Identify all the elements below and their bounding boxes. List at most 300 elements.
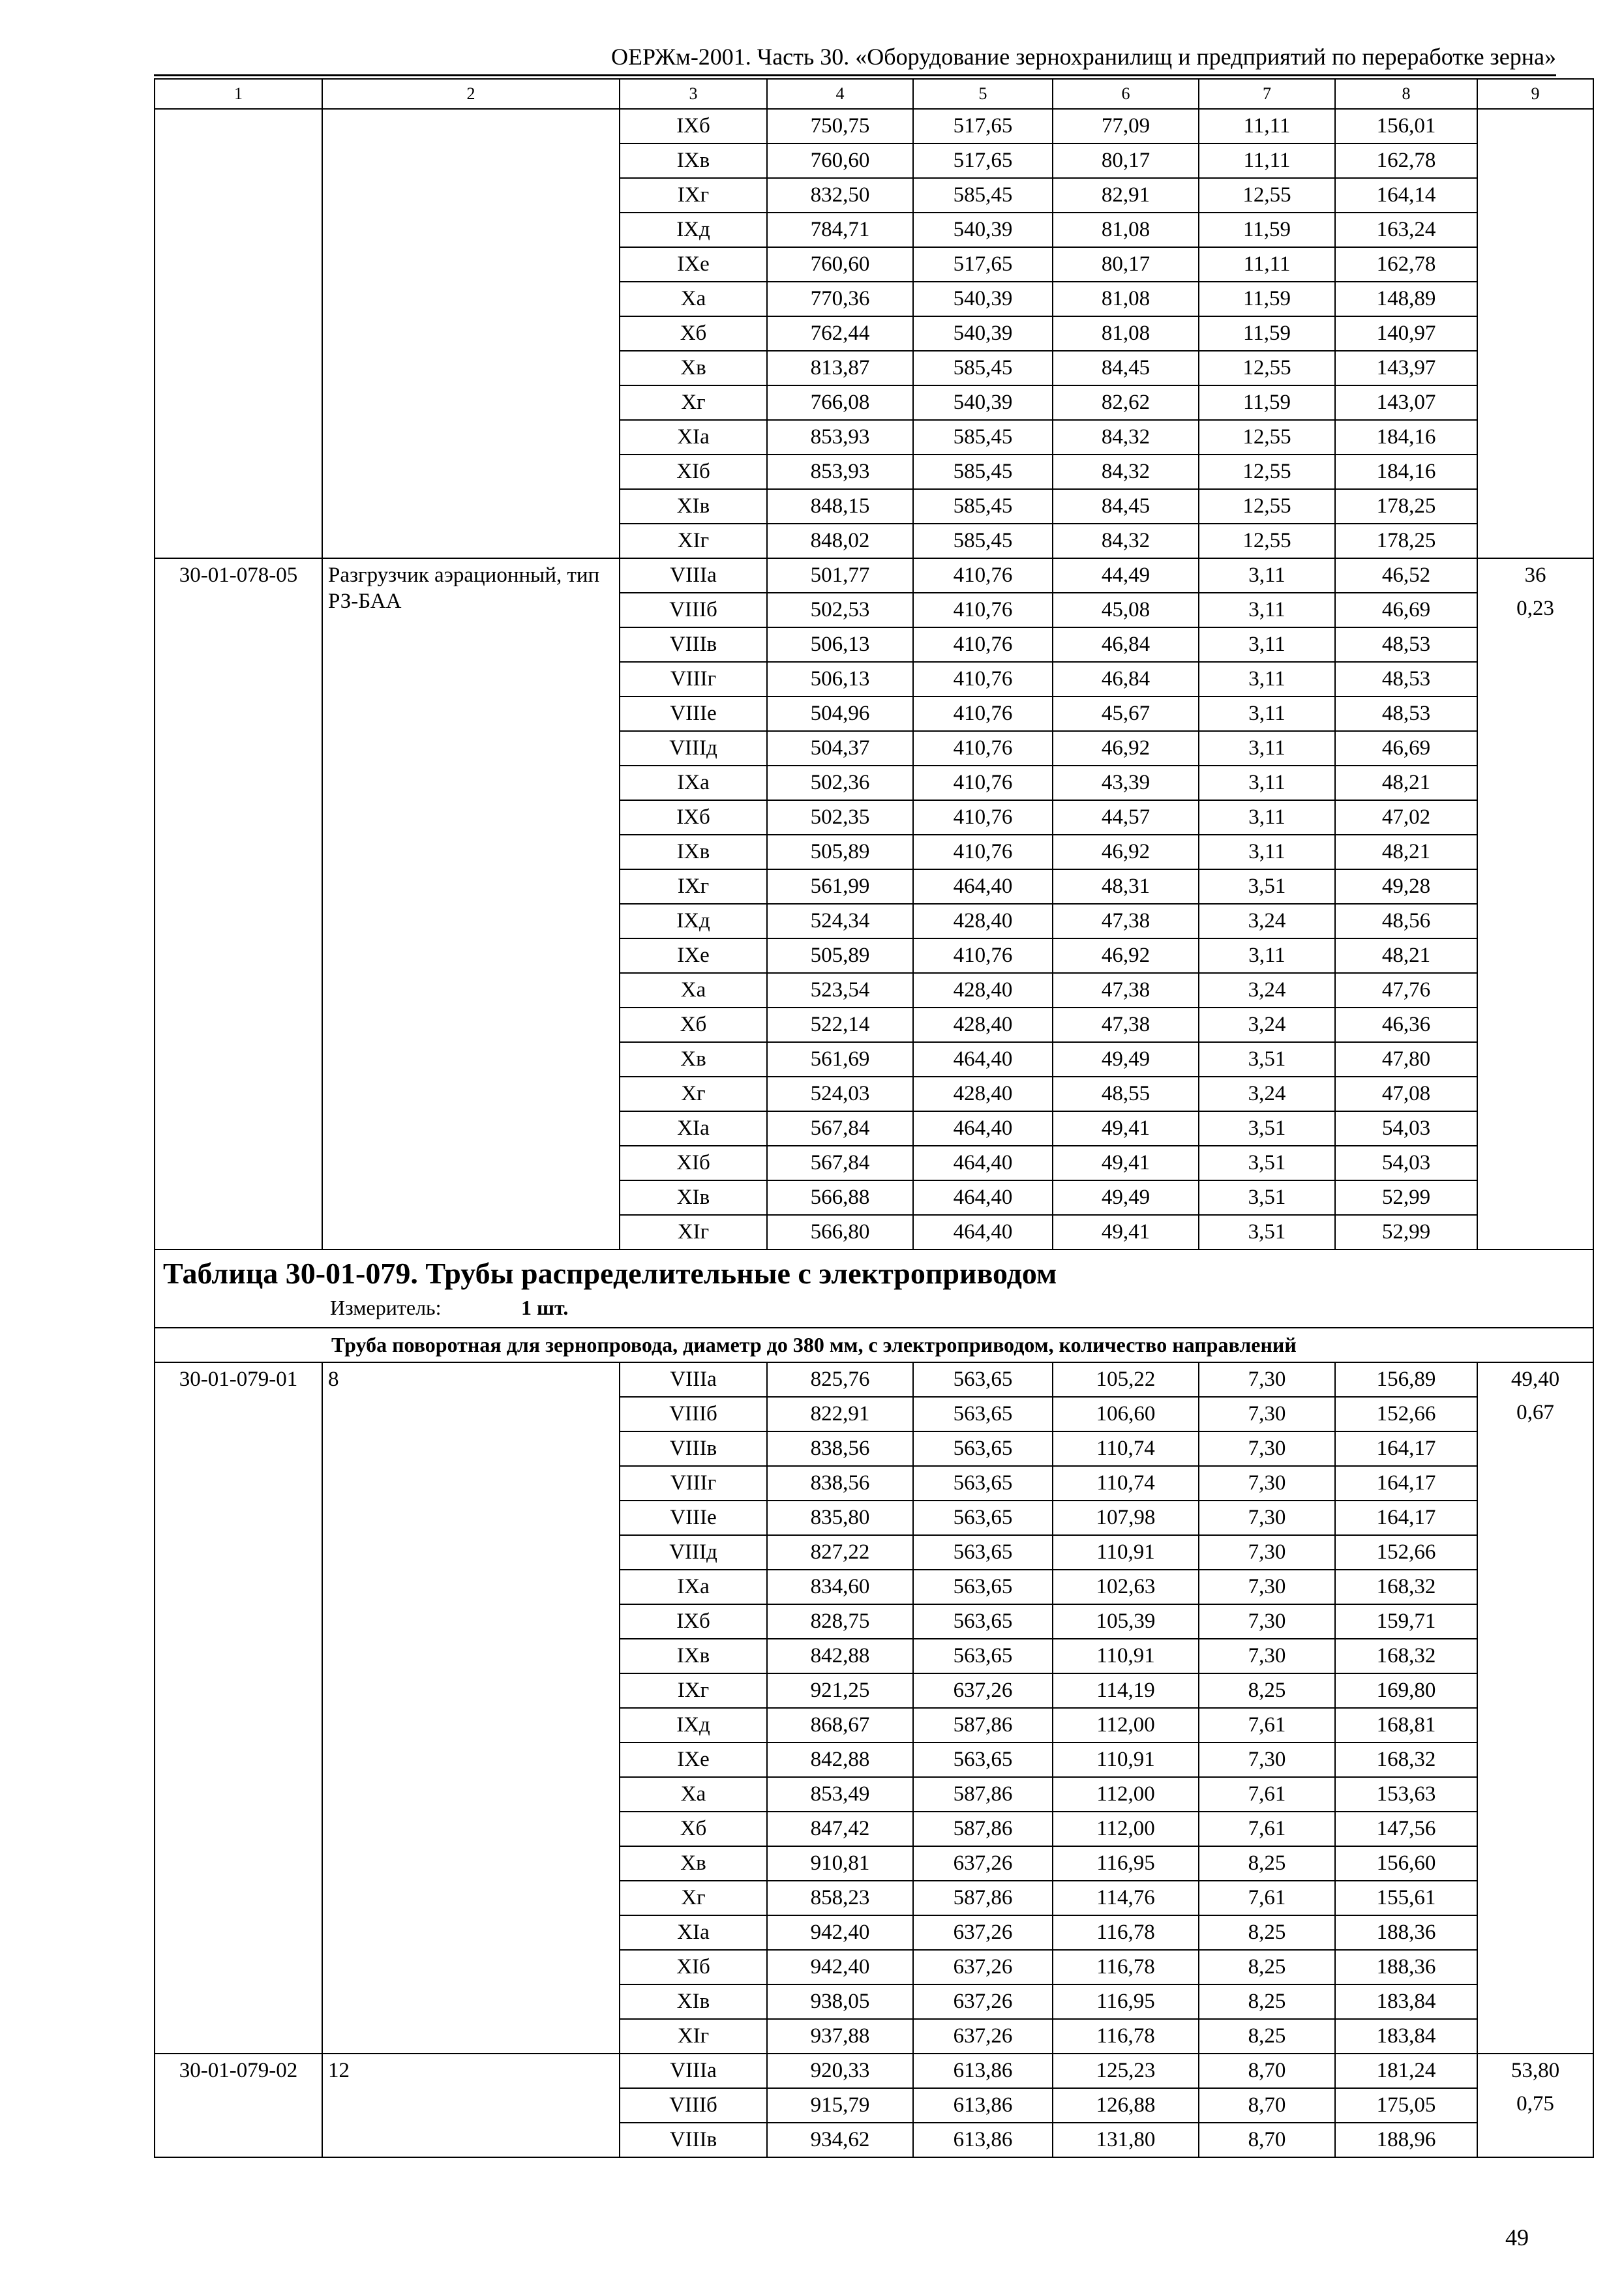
rate-value: 155,61 — [1335, 1881, 1477, 1915]
rate-value: 81,08 — [1053, 213, 1199, 247]
rate-region: XIг — [620, 2019, 767, 2054]
rate-value: 3,11 — [1199, 593, 1335, 627]
rate-value: 464,40 — [913, 1215, 1053, 1249]
rate-value: 832,50 — [767, 178, 913, 213]
rate-value: 48,53 — [1335, 662, 1477, 696]
rate-value: 147,56 — [1335, 1812, 1477, 1846]
rate-value: 410,76 — [913, 558, 1053, 593]
rate-value: 152,66 — [1335, 1397, 1477, 1431]
rate-region: Xб — [620, 1008, 767, 1042]
rate-region: Xв — [620, 351, 767, 385]
rate-value: 49,28 — [1335, 869, 1477, 904]
rate-value: 501,77 — [767, 558, 913, 593]
rate-value: 464,40 — [913, 1180, 1053, 1215]
rate-value: 835,80 — [767, 1501, 913, 1535]
rate-region: XIа — [620, 1915, 767, 1950]
rate-value: 637,26 — [913, 1673, 1053, 1708]
rate-value: 156,60 — [1335, 1846, 1477, 1881]
rate-value: 637,26 — [913, 1846, 1053, 1881]
rate-value: 942,40 — [767, 1950, 913, 1984]
rate-value: 47,38 — [1053, 973, 1199, 1008]
rate-value: 188,36 — [1335, 1950, 1477, 1984]
item-code: 30-01-079-02 — [155, 2054, 322, 2157]
rate-value: 7,30 — [1199, 1431, 1335, 1466]
rate-value: 517,65 — [913, 247, 1053, 282]
rate-value: 410,76 — [913, 731, 1053, 766]
rate-value: 48,31 — [1053, 869, 1199, 904]
rate-value: 766,08 — [767, 385, 913, 420]
rate-value: 156,89 — [1335, 1362, 1477, 1397]
rate-region: XIб — [620, 1146, 767, 1180]
rate-value: 163,24 — [1335, 213, 1477, 247]
rate-value: 561,99 — [767, 869, 913, 904]
rate-value: 184,16 — [1335, 455, 1477, 489]
rate-value: 410,76 — [913, 938, 1053, 973]
rate-value: 8,25 — [1199, 1950, 1335, 1984]
rate-value: 46,52 — [1335, 558, 1477, 593]
rate-value: 84,32 — [1053, 524, 1199, 558]
rate-value: 410,76 — [913, 662, 1053, 696]
rate-value: 540,39 — [913, 385, 1053, 420]
rate-value: 750,75 — [767, 109, 913, 143]
rate-region: IXе — [620, 1743, 767, 1777]
rate-value: 3,51 — [1199, 1215, 1335, 1249]
rate-region: IXд — [620, 213, 767, 247]
rate-value: 110,74 — [1053, 1431, 1199, 1466]
rate-value: 168,32 — [1335, 1639, 1477, 1673]
rate-value: 131,80 — [1053, 2123, 1199, 2157]
table-title: Таблица 30-01-079. Трубы распределительные с электроприводом — [163, 1257, 1057, 1290]
rate-value: 827,22 — [767, 1535, 913, 1570]
column-number: 1 — [155, 79, 322, 109]
rate-value: 524,34 — [767, 904, 913, 938]
rate-value: 143,07 — [1335, 385, 1477, 420]
rate-value: 81,08 — [1053, 316, 1199, 351]
page-number: 49 — [1505, 2224, 1529, 2251]
rate-region: IXе — [620, 247, 767, 282]
rates-table — [154, 78, 1594, 2158]
rate-value: 7,30 — [1199, 1466, 1335, 1501]
rate-value: 52,99 — [1335, 1215, 1477, 1249]
rate-value: 813,87 — [767, 351, 913, 385]
rate-value: 47,08 — [1335, 1077, 1477, 1111]
rate-value: 49,41 — [1053, 1111, 1199, 1146]
rate-value: 49,49 — [1053, 1042, 1199, 1077]
rate-value: 84,45 — [1053, 351, 1199, 385]
rate-value: 162,78 — [1335, 143, 1477, 178]
column-number: 2 — [322, 79, 620, 109]
rate-value: 44,57 — [1053, 800, 1199, 835]
rate-value: 7,30 — [1199, 1535, 1335, 1570]
rate-value: 114,76 — [1053, 1881, 1199, 1915]
rate-value: 48,21 — [1335, 766, 1477, 800]
rate-value: 168,32 — [1335, 1743, 1477, 1777]
col9-value: 36 — [1524, 563, 1546, 587]
rate-value: 428,40 — [913, 973, 1053, 1008]
rate-region: IXг — [620, 178, 767, 213]
rate-value: 7,30 — [1199, 1743, 1335, 1777]
rate-region: IXа — [620, 1570, 767, 1604]
rate-value: 164,17 — [1335, 1501, 1477, 1535]
rate-value: 540,39 — [913, 316, 1053, 351]
rate-value: 561,69 — [767, 1042, 913, 1077]
rate-value: 410,76 — [913, 800, 1053, 835]
rate-value: 410,76 — [913, 696, 1053, 731]
rate-value: 49,49 — [1053, 1180, 1199, 1215]
rate-value: 3,11 — [1199, 662, 1335, 696]
rate-value: 48,21 — [1335, 938, 1477, 973]
column-number-row — [155, 79, 1593, 109]
rate-value: 502,53 — [767, 593, 913, 627]
rate-value: 3,11 — [1199, 800, 1335, 835]
rate-value: 164,17 — [1335, 1466, 1477, 1501]
rate-value: 12,55 — [1199, 489, 1335, 524]
item-name: 12 — [322, 2054, 620, 2157]
rate-value: 54,03 — [1335, 1111, 1477, 1146]
measure-value: 1 шт. — [521, 1296, 569, 1319]
rate-region: IXб — [620, 109, 767, 143]
rate-value: 563,65 — [913, 1397, 1053, 1431]
item-code: 30-01-079-01 — [155, 1362, 322, 2054]
rate-value: 110,91 — [1053, 1639, 1199, 1673]
rate-value: 184,16 — [1335, 420, 1477, 455]
rate-value: 168,32 — [1335, 1570, 1477, 1604]
rate-value: 12,55 — [1199, 178, 1335, 213]
rate-value: 81,08 — [1053, 282, 1199, 316]
rate-value: 7,61 — [1199, 1812, 1335, 1846]
rate-region: VIIIе — [620, 696, 767, 731]
rate-value: 585,45 — [913, 178, 1053, 213]
header-title: ОЕРЖм-2001. Часть 30. «Оборудование зернохранилищ и предприятий по переработке зерна» — [611, 44, 1556, 70]
rate-value: 921,25 — [767, 1673, 913, 1708]
column-number: 7 — [1199, 79, 1335, 109]
rate-value: 410,76 — [913, 593, 1053, 627]
rate-value: 48,53 — [1335, 627, 1477, 662]
column-number: 8 — [1335, 79, 1477, 109]
rate-value: 563,65 — [913, 1431, 1053, 1466]
rate-value: 563,65 — [913, 1604, 1053, 1639]
rate-value: 563,65 — [913, 1362, 1053, 1397]
rate-value: 942,40 — [767, 1915, 913, 1950]
col9-cell — [1477, 558, 1593, 1249]
rate-value: 938,05 — [767, 1984, 913, 2019]
rate-value: 183,84 — [1335, 1984, 1477, 2019]
col9-value: 49,40 — [1511, 1368, 1560, 1391]
rate-value: 464,40 — [913, 1146, 1053, 1180]
rate-value: 80,17 — [1053, 247, 1199, 282]
rate-value: 762,44 — [767, 316, 913, 351]
rate-value: 920,33 — [767, 2054, 913, 2088]
rate-value: 46,92 — [1053, 835, 1199, 869]
rate-region: Xб — [620, 316, 767, 351]
rate-value: 428,40 — [913, 1008, 1053, 1042]
rate-region: VIIIа — [620, 558, 767, 593]
rate-value: 7,61 — [1199, 1777, 1335, 1812]
rate-value: 7,61 — [1199, 1708, 1335, 1743]
rate-value: 159,71 — [1335, 1604, 1477, 1639]
rate-value: 834,60 — [767, 1570, 913, 1604]
rate-value: 12,55 — [1199, 351, 1335, 385]
rate-region: IXг — [620, 1673, 767, 1708]
rate-value: 637,26 — [913, 1950, 1053, 1984]
name-cell — [322, 109, 620, 558]
rate-value: 3,51 — [1199, 1180, 1335, 1215]
rate-value: 3,24 — [1199, 904, 1335, 938]
rate-value: 7,61 — [1199, 1881, 1335, 1915]
rate-value: 566,80 — [767, 1215, 913, 1249]
rate-value: 8,70 — [1199, 2088, 1335, 2123]
rate-value: 937,88 — [767, 2019, 913, 2054]
rate-value: 410,76 — [913, 627, 1053, 662]
rate-value: 3,51 — [1199, 1042, 1335, 1077]
rate-region: IXб — [620, 1604, 767, 1639]
rate-value: 504,37 — [767, 731, 913, 766]
rate-value: 44,49 — [1053, 558, 1199, 593]
measure-label: Измеритель: — [330, 1296, 442, 1319]
column-number: 9 — [1477, 79, 1593, 109]
rate-value: 585,45 — [913, 489, 1053, 524]
col9-value: 53,80 — [1511, 2059, 1560, 2082]
table-row — [155, 109, 1593, 143]
rate-value: 505,89 — [767, 938, 913, 973]
column-number: 3 — [620, 79, 767, 109]
rate-value: 613,86 — [913, 2088, 1053, 2123]
rate-region: IXв — [620, 143, 767, 178]
rate-value: 760,60 — [767, 247, 913, 282]
rate-region: XIв — [620, 1984, 767, 2019]
rate-value: 116,95 — [1053, 1846, 1199, 1881]
rate-region: VIIIв — [620, 2123, 767, 2157]
rate-value: 853,49 — [767, 1777, 913, 1812]
rate-value: 164,14 — [1335, 178, 1477, 213]
rate-value: 11,59 — [1199, 213, 1335, 247]
rate-value: 563,65 — [913, 1501, 1053, 1535]
rate-region: VIIIд — [620, 731, 767, 766]
page-header — [154, 38, 1556, 76]
table-row — [155, 558, 1593, 593]
rate-value: 82,62 — [1053, 385, 1199, 420]
rate-value: 637,26 — [913, 2019, 1053, 2054]
rate-value: 178,25 — [1335, 489, 1477, 524]
rate-value: 428,40 — [913, 1077, 1053, 1111]
rate-value: 613,86 — [913, 2054, 1053, 2088]
rate-value: 49,41 — [1053, 1146, 1199, 1180]
rate-value: 152,66 — [1335, 1535, 1477, 1570]
rate-region: IXв — [620, 1639, 767, 1673]
rate-value: 46,69 — [1335, 593, 1477, 627]
rate-region: IXе — [620, 938, 767, 973]
rate-value: 12,55 — [1199, 420, 1335, 455]
rate-region: Xг — [620, 1077, 767, 1111]
rate-value: 112,00 — [1053, 1812, 1199, 1846]
rate-value: 8,70 — [1199, 2054, 1335, 2088]
rate-value: 52,99 — [1335, 1180, 1477, 1215]
rate-value: 125,23 — [1053, 2054, 1199, 2088]
rate-value: 7,30 — [1199, 1501, 1335, 1535]
column-number: 4 — [767, 79, 913, 109]
rate-value: 502,35 — [767, 800, 913, 835]
rate-value: 11,11 — [1199, 143, 1335, 178]
rate-value: 112,00 — [1053, 1777, 1199, 1812]
rate-value: 110,91 — [1053, 1535, 1199, 1570]
rate-region: VIIIд — [620, 1535, 767, 1570]
rate-value: 3,11 — [1199, 835, 1335, 869]
rate-value: 770,36 — [767, 282, 913, 316]
rate-value: 47,02 — [1335, 800, 1477, 835]
rate-value: 48,56 — [1335, 904, 1477, 938]
rate-value: 148,89 — [1335, 282, 1477, 316]
rate-value: 464,40 — [913, 869, 1053, 904]
rate-value: 107,98 — [1053, 1501, 1199, 1535]
rate-value: 48,55 — [1053, 1077, 1199, 1111]
rate-value: 47,38 — [1053, 904, 1199, 938]
rate-region: Xб — [620, 1812, 767, 1846]
rate-value: 8,25 — [1199, 1673, 1335, 1708]
rate-region: VIIIа — [620, 1362, 767, 1397]
rate-value: 563,65 — [913, 1466, 1053, 1501]
rate-value: 106,60 — [1053, 1397, 1199, 1431]
rate-value: 848,02 — [767, 524, 913, 558]
rate-value: 410,76 — [913, 835, 1053, 869]
rate-value: 3,51 — [1199, 1146, 1335, 1180]
rate-value: 464,40 — [913, 1042, 1053, 1077]
rate-value: 540,39 — [913, 282, 1053, 316]
rate-region: Xв — [620, 1846, 767, 1881]
table-row — [155, 1362, 1593, 1397]
rate-value: 46,69 — [1335, 731, 1477, 766]
rate-value: 82,91 — [1053, 178, 1199, 213]
rate-value: 3,11 — [1199, 938, 1335, 973]
rate-value: 3,11 — [1199, 558, 1335, 593]
group-description-row — [155, 1328, 1593, 1362]
rate-region: IXа — [620, 766, 767, 800]
rate-value: 156,01 — [1335, 109, 1477, 143]
rate-value: 410,76 — [913, 766, 1053, 800]
rate-value: 7,30 — [1199, 1397, 1335, 1431]
column-number: 5 — [913, 79, 1053, 109]
rate-region: Xа — [620, 973, 767, 1008]
rate-value: 102,63 — [1053, 1570, 1199, 1604]
rate-value: 116,78 — [1053, 2019, 1199, 2054]
rate-value: 522,14 — [767, 1008, 913, 1042]
rate-value: 46,92 — [1053, 938, 1199, 973]
rate-region: XIб — [620, 455, 767, 489]
rate-region: XIа — [620, 1111, 767, 1146]
rate-value: 3,24 — [1199, 1008, 1335, 1042]
rate-value: 80,17 — [1053, 143, 1199, 178]
rate-value: 567,84 — [767, 1111, 913, 1146]
rate-region: VIIIг — [620, 662, 767, 696]
rate-value: 3,11 — [1199, 627, 1335, 662]
rate-value: 637,26 — [913, 1915, 1053, 1950]
rate-value: 8,25 — [1199, 1984, 1335, 2019]
rate-region: VIIIв — [620, 627, 767, 662]
rate-value: 178,25 — [1335, 524, 1477, 558]
rate-region: Xг — [620, 1881, 767, 1915]
rate-value: 585,45 — [913, 455, 1053, 489]
rate-region: IXг — [620, 869, 767, 904]
rate-value: 126,88 — [1053, 2088, 1199, 2123]
rate-value: 11,11 — [1199, 109, 1335, 143]
col9-cell — [1477, 109, 1593, 558]
rate-value: 7,30 — [1199, 1604, 1335, 1639]
rate-value: 825,76 — [767, 1362, 913, 1397]
rate-value: 842,88 — [767, 1639, 913, 1673]
rate-value: 760,60 — [767, 143, 913, 178]
table-row — [155, 2054, 1593, 2088]
rate-value: 7,30 — [1199, 1570, 1335, 1604]
rate-region: VIIIб — [620, 593, 767, 627]
rate-value: 84,32 — [1053, 420, 1199, 455]
rate-value: 105,22 — [1053, 1362, 1199, 1397]
rate-value: 114,19 — [1053, 1673, 1199, 1708]
rate-value: 11,11 — [1199, 247, 1335, 282]
rate-value: 46,36 — [1335, 1008, 1477, 1042]
rate-value: 566,88 — [767, 1180, 913, 1215]
col9-cell — [1477, 2054, 1593, 2157]
rate-value: 838,56 — [767, 1431, 913, 1466]
col9-value: 0,23 — [1516, 597, 1554, 620]
rate-region: XIб — [620, 1950, 767, 1984]
rate-value: 838,56 — [767, 1466, 913, 1501]
rate-value: 842,88 — [767, 1743, 913, 1777]
rate-value: 169,80 — [1335, 1673, 1477, 1708]
rate-region: XIв — [620, 489, 767, 524]
rate-value: 162,78 — [1335, 247, 1477, 282]
rate-value: 116,78 — [1053, 1915, 1199, 1950]
rate-value: 45,08 — [1053, 593, 1199, 627]
rate-value: 3,11 — [1199, 696, 1335, 731]
rate-value: 517,65 — [913, 109, 1053, 143]
rate-region: Xа — [620, 282, 767, 316]
rate-value: 49,41 — [1053, 1215, 1199, 1249]
rate-value: 563,65 — [913, 1639, 1053, 1673]
rate-value: 847,42 — [767, 1812, 913, 1846]
rate-value: 12,55 — [1199, 455, 1335, 489]
rate-value: 116,95 — [1053, 1984, 1199, 2019]
rate-value: 853,93 — [767, 455, 913, 489]
rate-value: 563,65 — [913, 1570, 1053, 1604]
rate-value: 84,32 — [1053, 455, 1199, 489]
rate-value: 8,70 — [1199, 2123, 1335, 2157]
col9-cell — [1477, 1362, 1593, 2054]
rate-value: 110,74 — [1053, 1466, 1199, 1501]
rate-region: XIг — [620, 524, 767, 558]
rate-value: 48,21 — [1335, 835, 1477, 869]
rate-value: 910,81 — [767, 1846, 913, 1881]
rate-value: 48,53 — [1335, 696, 1477, 731]
table-title-row — [155, 1249, 1593, 1328]
rate-region: VIIIб — [620, 2088, 767, 2123]
table-title-cell — [155, 1249, 1593, 1328]
rate-region: XIа — [620, 420, 767, 455]
code-cell — [155, 109, 322, 558]
rate-value: 183,84 — [1335, 2019, 1477, 2054]
rate-value: 428,40 — [913, 904, 1053, 938]
rate-value: 563,65 — [913, 1743, 1053, 1777]
rate-value: 587,86 — [913, 1881, 1053, 1915]
rate-value: 153,63 — [1335, 1777, 1477, 1812]
rate-region: VIIIб — [620, 1397, 767, 1431]
rate-value: 46,84 — [1053, 627, 1199, 662]
rate-value: 822,91 — [767, 1397, 913, 1431]
rate-value: 77,09 — [1053, 109, 1199, 143]
rate-region: VIIIв — [620, 1431, 767, 1466]
rate-value: 3,24 — [1199, 973, 1335, 1008]
item-code: 30-01-078-05 — [155, 558, 322, 1249]
rate-value: 143,97 — [1335, 351, 1477, 385]
rate-value: 84,45 — [1053, 489, 1199, 524]
